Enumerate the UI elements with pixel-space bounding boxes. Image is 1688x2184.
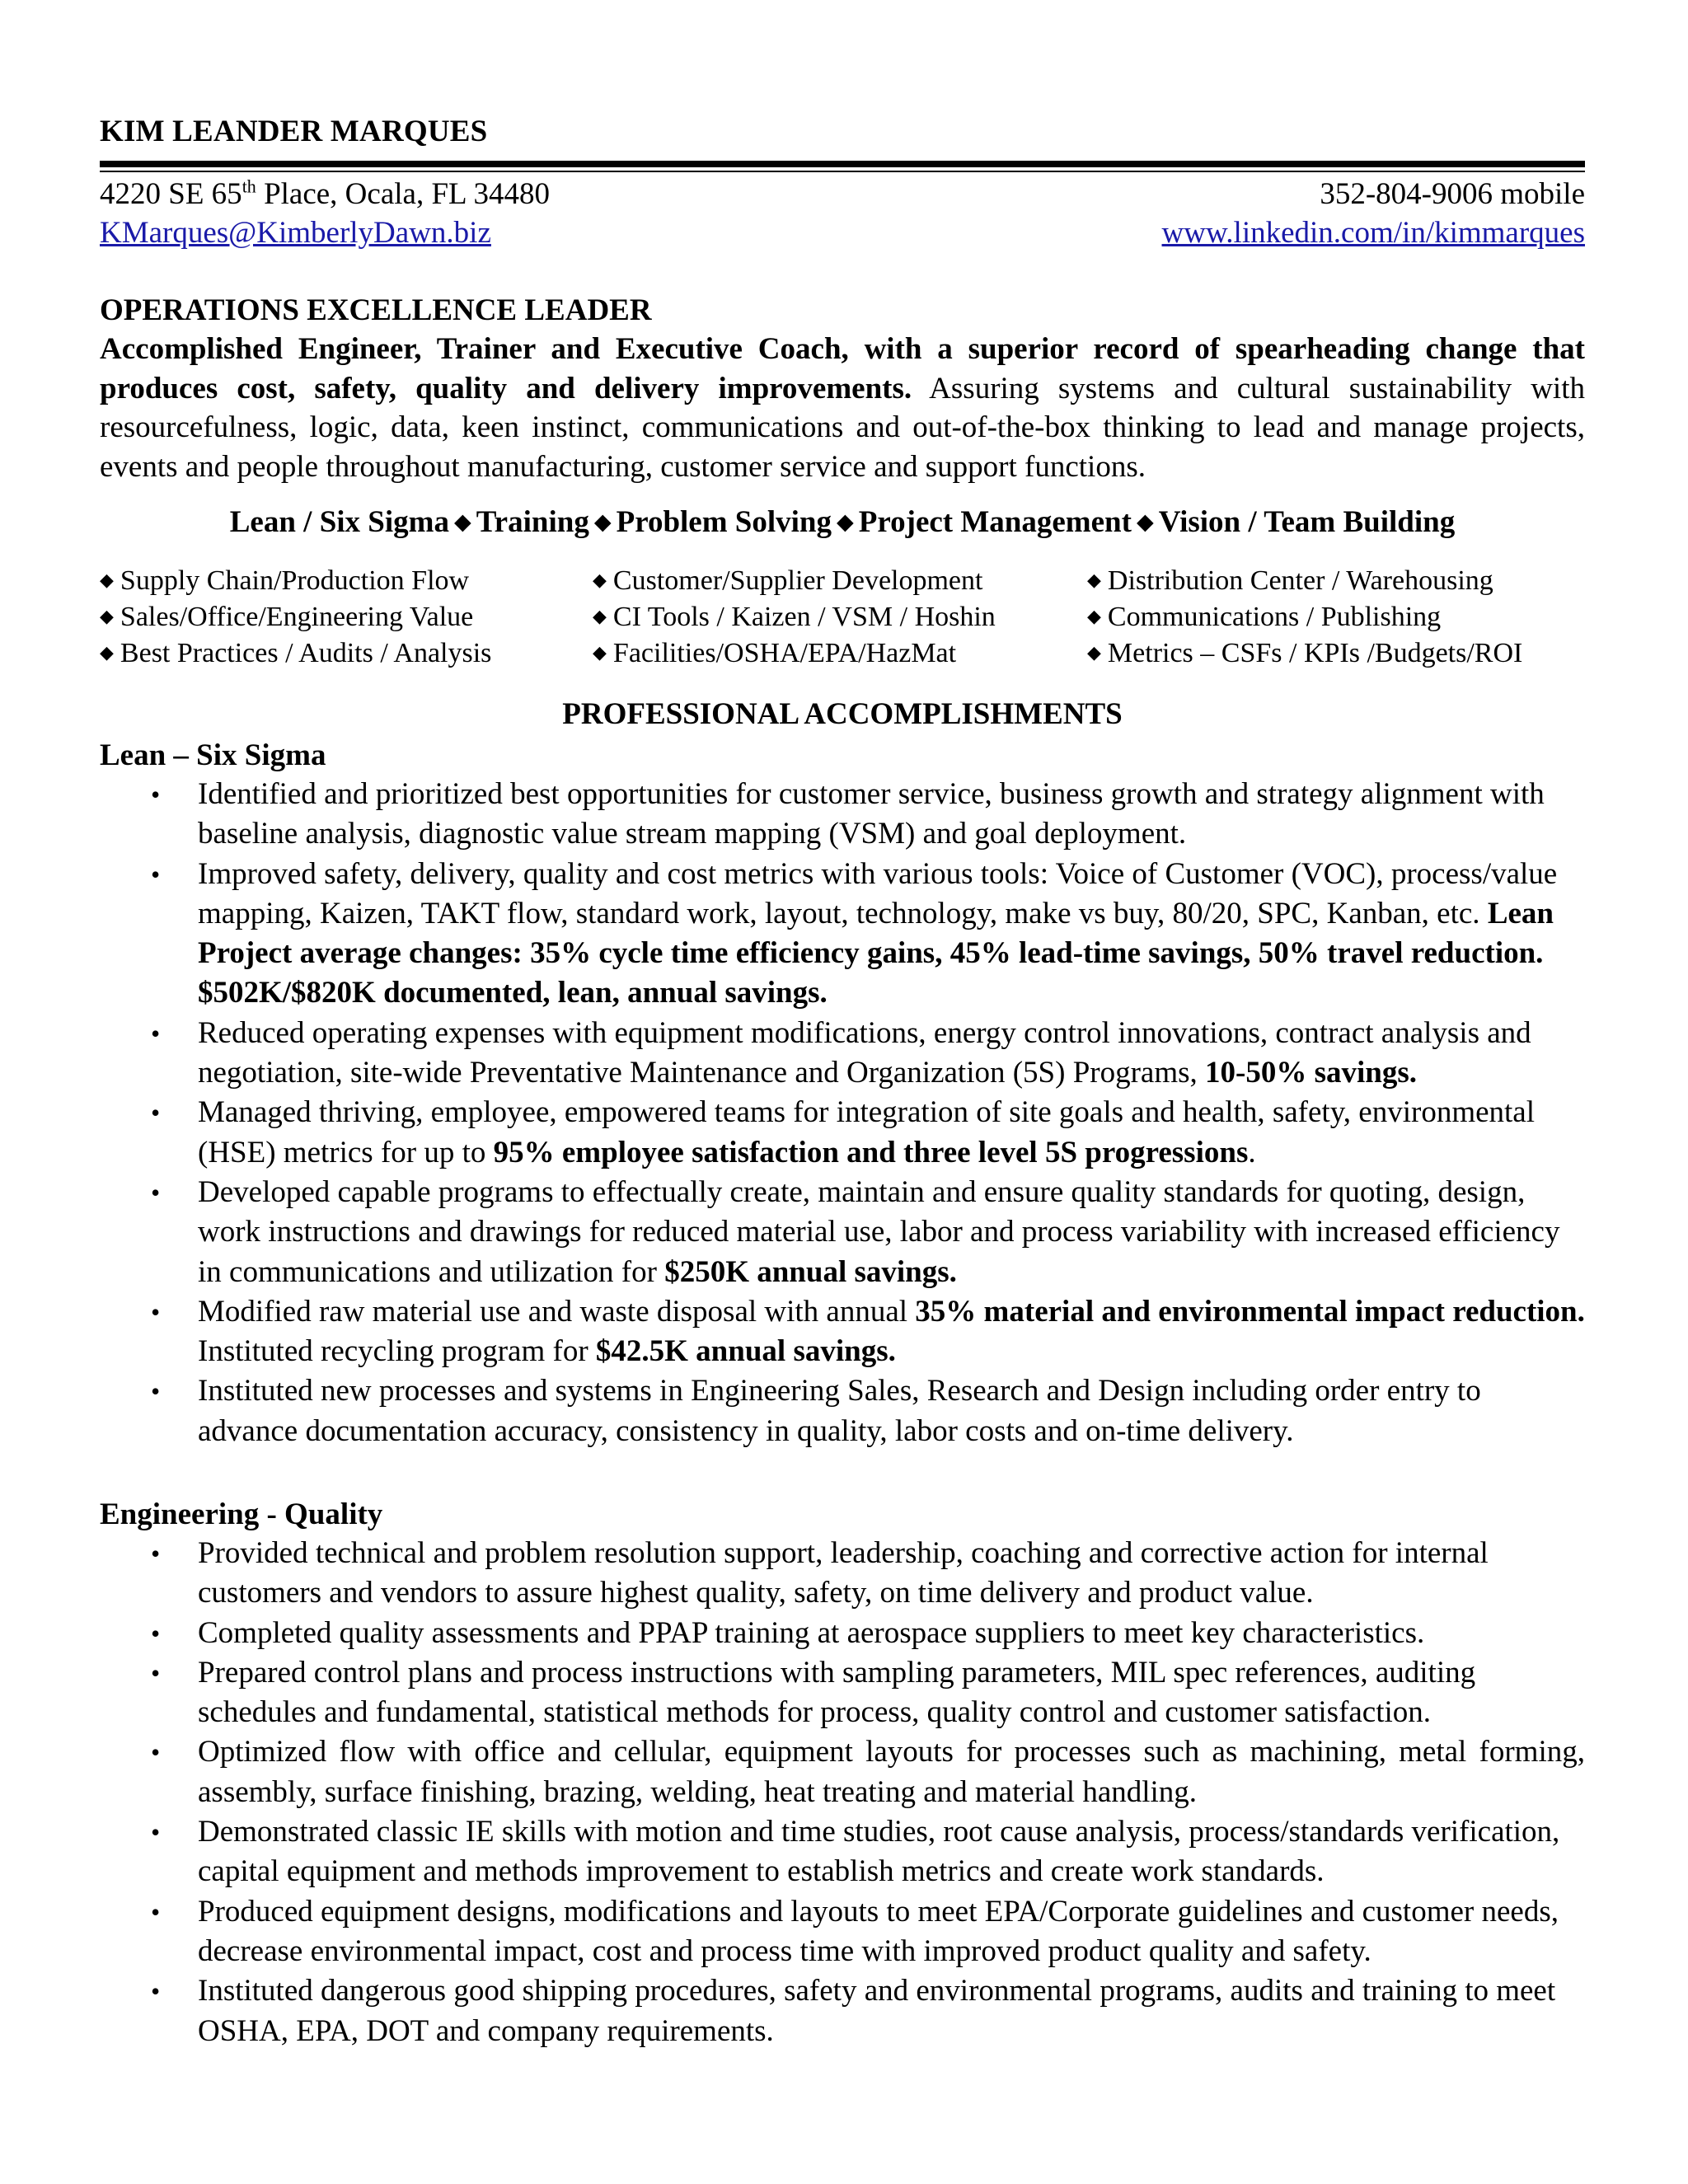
bullet-text: Provided technical and problem resolution support, leadership, coaching and corrective action for internal customers and vendors to assure highest quality, safety, on time delivery and product value. [198,1536,1489,1610]
skill-item [593,598,1087,635]
bullet-text: Produced equipment designs, modifications and layouts to meet EPA/Corporate guidelines and customer needs, decrease environmental impact, cost and process time with improved product quality and safety. [198,1894,1559,1968]
summary-bold-intro: Accomplished Engineer, Trainer and Executive Coach, with a superior record of spearheading change that produces cost, safety, quality and delivery improvements. [100,332,1585,405]
bullet-icon: • [151,1817,161,1848]
skill-item [1087,562,1585,598]
bullet-icon: • [151,1376,161,1407]
bullet-icon: • [151,1296,161,1327]
skill-label: Communications / Publishing [1107,602,1442,632]
diamond-icon: ◆ [593,642,607,663]
core-competency: Project Management [858,505,1132,539]
bullet-item [100,1653,1585,1733]
bullet-text: . [1248,1135,1256,1169]
bullet-item [100,1614,1585,1653]
section-title: PROFESSIONAL ACCOMPLISHMENTS [562,697,1123,731]
skill-item [593,562,1087,598]
bullet-item [100,1093,1585,1173]
skill-label: CI Tools / Kaizen / VSM / Hoshin [612,602,996,632]
linkedin-link[interactable]: www.linkedin.com/in/kimmarques [1161,216,1585,250]
bullet-item [100,1292,1585,1372]
bullet-icon: • [151,780,161,809]
profile-summary [100,330,1585,486]
bullet-icon: • [151,1098,161,1128]
skill-label: Metrics – CSFs / KPIs /Budgets/ROI [1107,638,1523,668]
subsection-title-lean: Lean – Six Sigma [100,738,326,772]
bullet-text: Improved safety, delivery, quality and cost metrics with various tools: Voice of Customer (VOC), process/value mapping, Kaizen, TAKT flow, standard work, layout, technology, make vs buy, 80/20, SPC, Kanban, etc. [198,856,1558,930]
bullet-item [100,1892,1585,1972]
bullet-bold-text: 10-50% savings. [1205,1056,1418,1090]
bullet-item [100,775,1585,855]
engineering-bullet-list [100,1534,1585,2051]
candidate-name: KIM LEANDER MARQUES [100,115,488,148]
diamond-icon: ◆ [593,509,612,534]
bullet-icon: • [151,1539,161,1568]
bullet-text: Instituted dangerous good shipping procedures, safety and environmental programs, audits and training to meet OSHA, EPA, DOT and company requirements. [198,1974,1556,2048]
bullet-text: Optimized flow with office and cellular, equipment layouts for processes such as machining, metal forming, assembly, surface finishing, brazing, welding, heat treating and material handling. [198,1735,1585,1809]
skill-item [100,598,593,635]
skill-label: Distribution Center / Warehousing [1107,565,1493,596]
diamond-icon: ◆ [593,569,607,590]
bullet-icon: • [151,1618,161,1648]
bullet-item [100,1014,1585,1094]
summary-body: Assuring systems and cultural sustainability with resourcefulness, logic, data, keen instinct, communications and out-of-the-box thinking to lead and manage projects, events and people throughout manufacturing, customer service and support functions. [100,371,1585,484]
diamond-icon: ◆ [593,606,607,626]
diamond-icon: ◆ [837,509,854,534]
header-rule-thin [100,171,1585,172]
diamond-icon: ◆ [100,569,114,590]
core-competency: Training [476,505,589,539]
profile-headline: OPERATIONS EXCELLENCE LEADER [100,293,652,327]
core-competency: Vision / Team Building [1158,505,1456,539]
subsection-title-engineering: Engineering - Quality [100,1497,383,1531]
bullet-bold-text: 35% material and environmental impact reduction. [915,1294,1585,1329]
bullet-text: Modified raw material use and waste disposal with annual [198,1294,916,1329]
bullet-icon: • [151,1177,161,1207]
bullet-text: Developed capable programs to effectually create, maintain and ensure quality standards for quoting, design, work instructions and drawings for reduced material use, labor and process variability with increased efficiency in communications and utilization for [198,1174,1560,1289]
contact-row-2 [100,213,1585,253]
bullet-item [100,1173,1585,1292]
bullet-item [100,1732,1585,1812]
address: 4220 SE 65th Place, Ocala, FL 34480 [100,176,551,211]
core-competencies [100,504,1585,540]
bullet-icon: • [151,1896,161,1927]
bullet-item [100,855,1585,1014]
skill-label: Customer/Supplier Development [612,565,983,596]
diamond-icon: ◆ [1087,569,1101,590]
bullet-text: Managed thriving, employee, empowered teams for integration of site goals and health, safety, environmental (HSE) metrics for up to [198,1095,1536,1169]
bullet-item [100,1971,1585,2051]
diamond-icon: ◆ [100,642,114,663]
bullet-icon: • [151,1976,161,2007]
bullet-bold-text: $42.5K annual savings. [595,1334,896,1369]
core-competency: Lean / Six Sigma [229,505,449,539]
bullet-text: Identified and prioritized best opportunities for customer service, business growth and strategy alignment with baseline analysis, diagnostic value stream mapping (VSM) and goal deployment. [198,777,1545,851]
bullet-icon: • [151,1657,161,1688]
bullet-item [100,1812,1585,1892]
bullet-text: Reduced operating expenses with equipment modifications, energy control innovations, contract analysis and negotiation, site-wide Preventative Maintenance and Organization (5S) Programs, [198,1015,1531,1090]
bullet-item [100,1371,1585,1451]
diamond-icon: ◆ [100,606,114,626]
bullet-bold-text: $250K annual savings. [664,1254,957,1289]
bullet-icon: • [151,1737,161,1768]
skills-grid [100,562,1585,671]
bullet-text: Completed quality assessments and PPAP training at aerospace suppliers to meet key characteristics. [198,1615,1425,1650]
skill-item [593,635,1087,671]
core-competency: Problem Solving [616,505,832,539]
skill-label: Sales/Office/Engineering Value [120,602,474,632]
diamond-icon: ◆ [1087,606,1101,626]
skill-item [100,562,593,598]
bullet-icon: • [151,859,161,889]
skill-label: Facilities/OSHA/EPA/HazMat [612,638,957,668]
skill-label: Best Practices / Audits / Analysis [120,638,492,668]
skill-label: Supply Chain/Production Flow [120,565,470,596]
bullet-text: Prepared control plans and process instructions with sampling parameters, MIL spec references, auditing schedules and fundamental, statistical methods for process, quality control and customer satisfaction. [198,1655,1476,1730]
lean-bullet-list [100,775,1585,1451]
skill-item [100,635,593,671]
bullet-item [100,1534,1585,1614]
email-link[interactable]: KMarques@KimberlyDawn.biz [100,216,491,250]
bullet-bold-text: 95% employee satisfaction and three level 5S progressions [493,1135,1249,1169]
contact-row-1 [100,175,1585,214]
bullet-bold-text: Lean Project average changes: 35% cycle time efficiency gains, 45% lead-time savings, 50% travel reduction. $502K/$820K documented, lean, annual savings. [198,896,1554,1010]
header-rule-thick [100,161,1585,167]
bullet-text: Instituted recycling program for [198,1334,596,1369]
diamond-icon: ◆ [1136,509,1154,534]
diamond-icon: ◆ [1087,642,1101,663]
skill-item [1087,635,1585,671]
bullet-icon: • [151,1018,161,1048]
diamond-icon: ◆ [453,509,471,534]
bullet-text: Instituted new processes and systems in Engineering Sales, Research and Design including order entry to advance documentation accuracy, consistency in quality, labor costs and on-time delivery. [198,1374,1481,1448]
bullet-text: Demonstrated classic IE skills with motion and time studies, root cause analysis, process/standards verification, capital equipment and methods improvement to establish metrics and create work standards. [198,1815,1560,1889]
skill-item [1087,598,1585,635]
phone: 352-804-9006 mobile [1320,177,1585,211]
